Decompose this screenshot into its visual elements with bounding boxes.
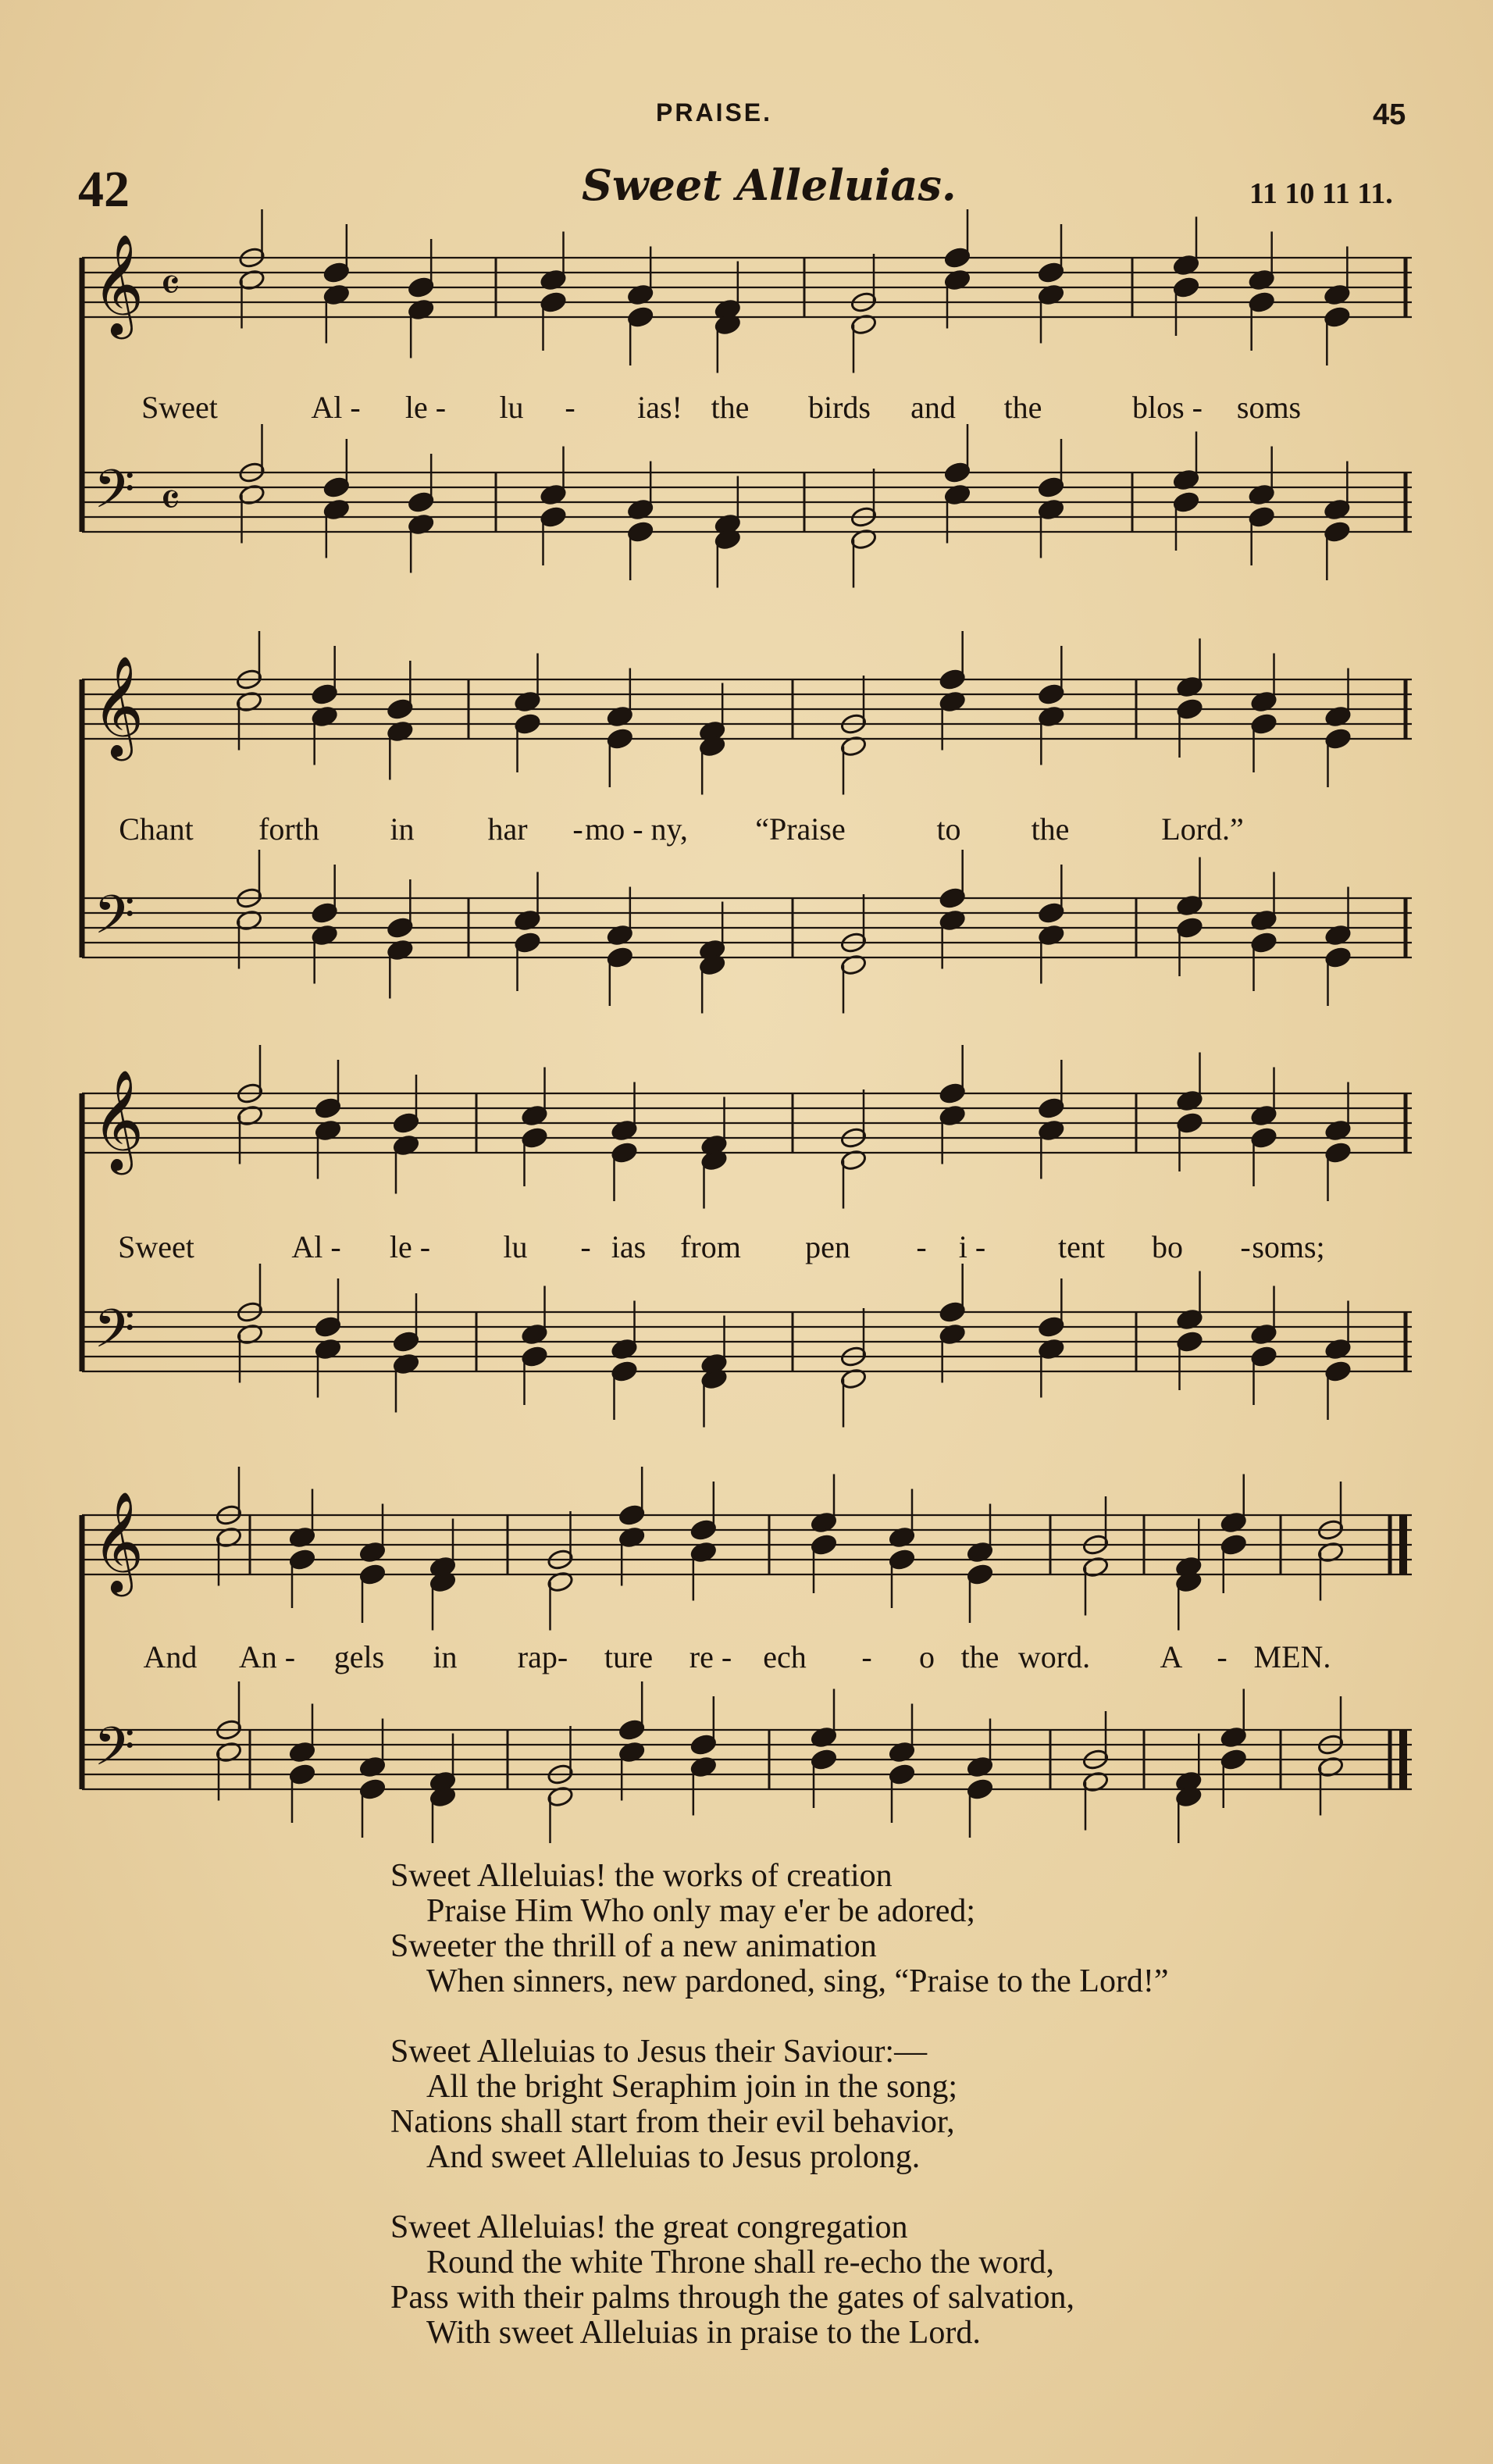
verse-line: All the bright Seraphim join in the song; <box>426 2069 958 2105</box>
lyric-syllable: forth <box>258 811 319 847</box>
bass-staff <box>82 1312 1412 1371</box>
lyric-syllable: rap- <box>517 1639 568 1674</box>
lyric-syllable: har <box>487 811 528 847</box>
lyric-syllable: “Praise <box>755 811 846 847</box>
lyric-syllable: the <box>1003 390 1042 425</box>
lyric-syllable: le - <box>404 390 447 425</box>
stanza-1 <box>390 1859 1169 1999</box>
bass-clef-icon: 𝄢 <box>94 459 135 533</box>
lyric-syllable: from <box>680 1229 741 1264</box>
lyric-syllable: birds <box>808 390 871 425</box>
lyric-syllable: le - <box>389 1229 431 1264</box>
lyric-syllable: mo - ny, <box>585 811 688 847</box>
verse-line: Praise Him Who only may e'er be adored; <box>426 1893 976 1929</box>
lyric-syllable: lu <box>503 1229 528 1264</box>
lyric-syllable: - <box>1217 1639 1228 1674</box>
section-heading: PRAISE. <box>656 98 773 127</box>
lyric-syllable: Sweet <box>118 1229 194 1264</box>
verse-line: With sweet Alleluias in praise to the Lord. <box>426 2315 981 2351</box>
lyric-syllable: soms; <box>1252 1229 1325 1264</box>
lyric-syllable: i - <box>958 1229 986 1264</box>
treble-clef-icon: 𝄞 <box>92 1069 144 1171</box>
lyric-syllable: lu <box>499 390 524 425</box>
lyric-syllable: - <box>916 1229 927 1264</box>
treble-staff <box>82 1515 1412 1574</box>
lyric-syllable: ias! <box>637 390 682 425</box>
lyric-syllable: - <box>1240 1229 1251 1264</box>
music-system-2 <box>82 631 1412 1014</box>
verse-line: Sweet Alleluias! the works of creation <box>390 1858 893 1894</box>
verse-line: Sweeter the thrill of a new animation <box>390 1928 877 1964</box>
bass-staff <box>82 1730 1412 1789</box>
verse-line: And sweet Alleluias to Jesus prolong. <box>426 2139 921 2175</box>
lyric-syllable: gels <box>333 1639 385 1674</box>
bass-staff <box>82 472 1412 532</box>
lyric-syllable: the <box>1031 811 1070 847</box>
bass-clef-icon: 𝄢 <box>94 885 135 959</box>
hymn-meter: 11 10 11 11. <box>1249 177 1393 210</box>
lyric-syllable: in <box>433 1639 458 1674</box>
lyric-syllable: bo <box>1152 1229 1183 1264</box>
lyric-syllable: - <box>580 1229 591 1264</box>
lyric-syllable: soms <box>1236 390 1302 425</box>
lyric-syllable: blos - <box>1132 390 1203 425</box>
hymn-title: Sweet Alleluias. <box>582 160 957 210</box>
lyric-syllable: word. <box>1017 1639 1091 1674</box>
treble-clef-icon: 𝄞 <box>92 234 144 335</box>
treble-staff <box>82 258 1412 317</box>
verse-line: Nations shall start from their evil behavior, <box>390 2104 955 2140</box>
lyric-syllable: Al - <box>311 390 361 425</box>
treble-clef-icon: 𝄞 <box>92 1491 144 1592</box>
time-signature-icon: 𝄴 <box>160 259 180 312</box>
page-number: 45 <box>1373 98 1406 131</box>
treble-staff <box>82 679 1412 739</box>
bass-staff <box>82 898 1412 957</box>
lyric-syllable: ias <box>611 1229 647 1264</box>
lyric-syllable: pen <box>805 1229 850 1264</box>
lyric-syllable: A <box>1160 1639 1183 1674</box>
lyric-syllable: Sweet <box>141 390 218 425</box>
lyric-syllable: to <box>936 811 961 847</box>
treble-clef-icon: 𝄞 <box>92 655 144 757</box>
verse-line: Sweet Alleluias! the great congregation <box>390 2209 908 2245</box>
lyric-syllable: - <box>861 1639 872 1674</box>
lyric-syllable: And <box>143 1639 198 1674</box>
verse-line: Sweet Alleluias to Jesus their Saviour:— <box>390 2034 928 2070</box>
treble-staff <box>82 1093 1412 1153</box>
stanza-3 <box>390 2210 1169 2351</box>
bass-clef-icon: 𝄢 <box>94 1299 135 1373</box>
lyric-syllable: - <box>572 811 583 847</box>
final-barline <box>1399 1730 1407 1789</box>
lyric-syllable: MEN. <box>1253 1639 1331 1674</box>
time-signature-icon: 𝄴 <box>160 473 180 526</box>
verse-line: When sinners, new pardoned, sing, “Praise to the Lord!” <box>426 1963 1169 1999</box>
lyric-syllable: - <box>565 390 575 425</box>
music-system-3 <box>82 1045 1412 1428</box>
lyric-syllable: in <box>390 811 415 847</box>
music-system-4 <box>82 1467 1412 1843</box>
lyric-syllable: ture <box>604 1639 654 1674</box>
lyric-syllable: Chant <box>119 811 194 847</box>
lyric-syllable: re - <box>689 1639 732 1674</box>
lyric-syllable: o <box>919 1639 935 1674</box>
lyric-syllable: tent <box>1058 1229 1105 1264</box>
lyric-syllable: the <box>960 1639 999 1674</box>
lyric-syllable: ech <box>763 1639 807 1674</box>
music-system-1 <box>82 209 1412 588</box>
hymn-number: 42 <box>78 161 130 218</box>
verses-block <box>390 1859 1169 2386</box>
verse-line: Pass with their palms through the gates of salvation, <box>390 2280 1075 2316</box>
bass-clef-icon: 𝄢 <box>94 1717 135 1791</box>
final-barline <box>1399 1515 1407 1574</box>
lyric-syllable: Al - <box>291 1229 341 1264</box>
lyric-syllable: An - <box>238 1639 296 1674</box>
lyric-syllable: Lord.” <box>1161 811 1244 847</box>
stanza-2 <box>390 2034 1169 2175</box>
lyric-syllable: the <box>711 390 750 425</box>
lyric-syllable: and <box>910 390 956 425</box>
verse-line: Round the white Throne shall re-echo the word, <box>426 2245 1055 2280</box>
